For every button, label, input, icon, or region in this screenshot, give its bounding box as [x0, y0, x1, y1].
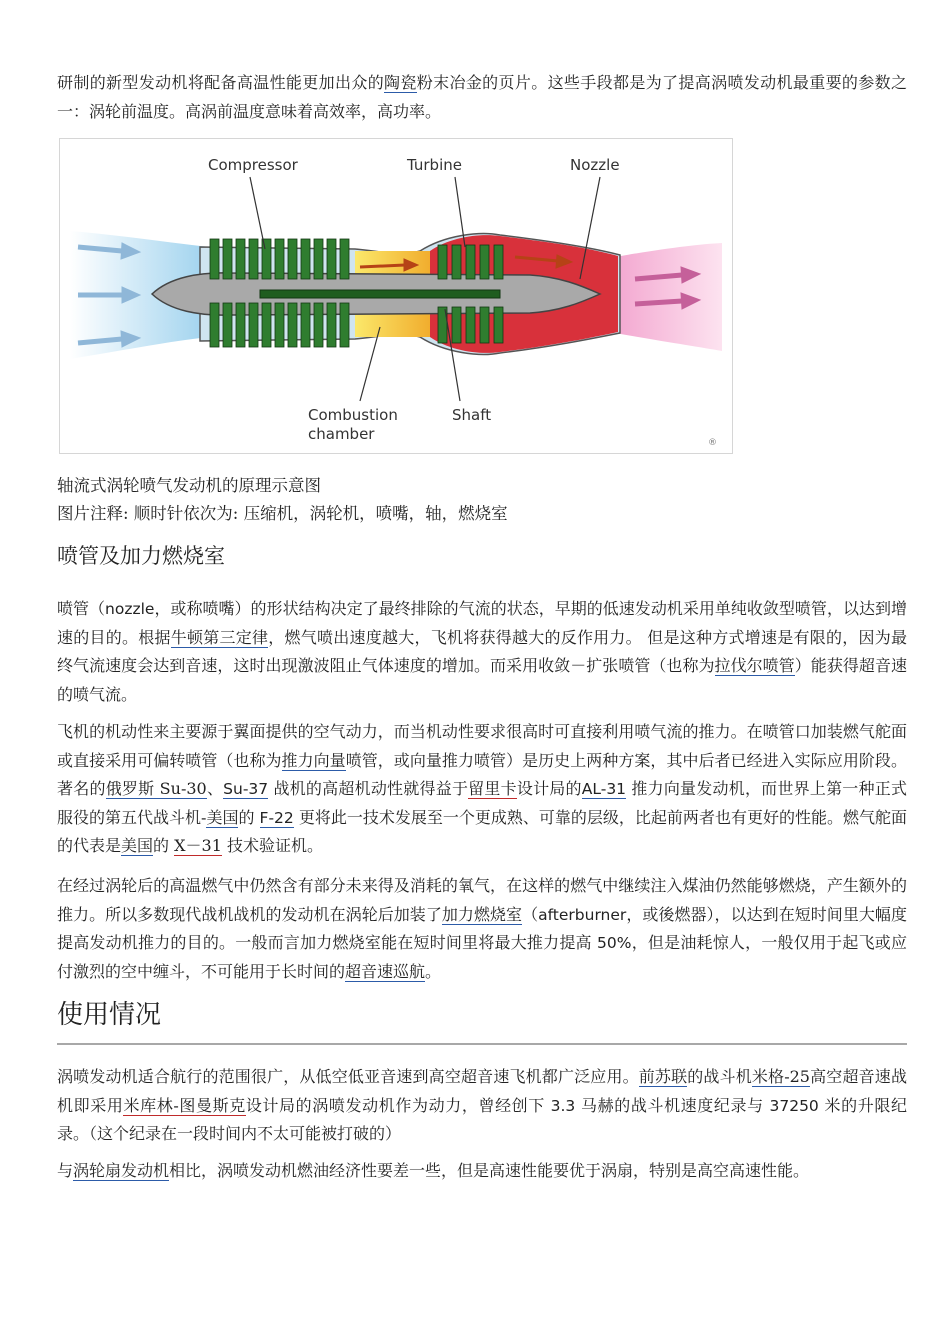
label-chamber: chamber	[308, 425, 375, 443]
turbine-blade	[466, 245, 475, 279]
label-nozzle: Nozzle	[570, 156, 620, 174]
compressor-blade	[301, 303, 310, 347]
compressor-blade	[249, 303, 258, 347]
text: ，燃气喷出速度越大，飞机将获得越大的反作用力。 但是这种方式增速是有限的，因为最终气流速度会达到音速，这时出现激波阻止气体速度的增加。而采用收敛－扩张喷管（也称为	[57, 627, 907, 675]
compressor-blade	[210, 303, 219, 347]
label-compressor: Compressor	[208, 156, 298, 174]
compressor-blade	[301, 239, 310, 279]
label-turbine: Turbine	[407, 156, 462, 174]
text: 的	[238, 807, 260, 827]
compressor-blade	[275, 239, 284, 279]
text: 相比，涡喷发动机燃油经济性要差一些，但是高速性能要优于涡扇，特别是高空高速性能。	[169, 1161, 810, 1180]
turbine-blade	[480, 307, 489, 343]
link-former-ussr[interactable]: 前苏联	[638, 1067, 688, 1086]
mach-record: 3.3	[550, 1096, 576, 1115]
paragraph-nozzle	[57, 595, 907, 709]
text: 推力向量发动机，而世界上第一种正式服役的第五代战斗机-	[57, 779, 907, 827]
text: 战机的高超机动性就得益于	[268, 779, 469, 798]
compressor-blade	[262, 303, 271, 347]
turbine-blade	[452, 245, 461, 279]
paragraph-usage	[57, 1063, 907, 1149]
link-usa[interactable]: 美国	[206, 807, 239, 827]
paragraph-thrust-vectoring	[57, 718, 907, 861]
figure-caption-title: 轴流式涡轮喷气发动机的原理示意图	[57, 476, 321, 495]
link-newton-third-law[interactable]: 牛顿第三定律	[170, 627, 269, 647]
heading-nozzle-afterburner: 喷管及加力燃烧室	[57, 544, 225, 568]
exhaust-plume	[615, 243, 722, 351]
compressor-blade	[223, 303, 232, 347]
compressor-blade	[288, 303, 297, 347]
turbine-blade	[466, 307, 475, 343]
link-su30[interactable]: 俄罗斯 Su-30	[105, 779, 207, 798]
text: 米的升限纪录。（这个纪录在一段时间内不太可能被打破的）	[57, 1095, 907, 1143]
text: 高空超音速战机即采用	[57, 1067, 907, 1115]
compressor-blade	[223, 239, 232, 279]
link-laval-nozzle[interactable]: 拉伐尔喷管	[714, 656, 795, 675]
turbine-blade	[452, 307, 461, 343]
link-thrust-vector[interactable]: 推力向量	[281, 750, 346, 770]
text: 粉末冶金的页片。这些手段都是为了提高涡喷发动机最重要的参数之一：涡轮前温度。高涡前温度意味着高效率，高功率。	[57, 73, 907, 121]
link-mikulin-tumansky[interactable]: 米库林-图曼斯克	[123, 1095, 246, 1115]
text: 设计局的涡喷发动机作为动力，曾经创下	[245, 1095, 551, 1115]
link-x31[interactable]: X－31	[174, 836, 222, 855]
compressor-blade	[236, 303, 245, 347]
compressor-blade	[340, 303, 349, 347]
label-shaft: Shaft	[452, 406, 492, 424]
intro-paragraph	[57, 69, 907, 126]
text: 设计局的	[516, 779, 582, 798]
text: 技术验证机。	[221, 836, 323, 855]
compressor-blade	[327, 239, 336, 279]
text: ，或称喷嘴）的形状结构决定了最终排除的气流的状态，早期的低速发动机采用单纯收敛型喷管，以达到增速的目的。根据	[57, 599, 907, 647]
link-lyulka[interactable]: 留里卡	[468, 779, 517, 798]
label-combustion: Combustion	[308, 406, 398, 424]
turbine-blade	[480, 245, 489, 279]
text: 在经过涡轮后的高温燃气中仍然含有部分未来得及消耗的氧气，在这样的燃气中继续注入煤油仍然能够燃烧，产生额外的推力。所以多数现代战机战机的发动机在涡轮后加装了	[57, 876, 907, 924]
link-f22[interactable]: F-22	[259, 808, 294, 827]
paragraph-afterburner	[57, 872, 907, 986]
link-turbofan[interactable]: 涡轮扇发动机	[73, 1161, 170, 1180]
compressor-blade	[314, 303, 323, 347]
text: （	[522, 904, 539, 924]
text: 的	[153, 836, 175, 855]
text: 。	[425, 961, 442, 981]
shaft-bar	[260, 290, 500, 298]
text: 与	[57, 1161, 74, 1180]
link-usa-2[interactable]: 美国	[121, 836, 154, 855]
text: ）能获得超音速的喷气流。	[57, 656, 907, 704]
turbojet-diagram-svg	[60, 139, 732, 453]
text: nozzle	[105, 600, 155, 618]
corner-mark: ®	[708, 438, 717, 448]
text: afterburner	[538, 905, 627, 924]
link-su37[interactable]: Su-37	[223, 780, 269, 798]
thrust-increase-percent: 50%	[597, 934, 632, 952]
link-mig25[interactable]: 米格-25	[751, 1067, 810, 1086]
text: 飞机的机动性来主要源于翼面提供的空气动力，而当机动性要求很高时可直接利用喷气流的推力。在喷管口加装燃气舵面或直接采用可偏转喷管（也称为	[57, 722, 907, 770]
paragraph-turbofan-comparison	[57, 1157, 907, 1186]
compressor-blade	[262, 239, 271, 279]
compressor-blade	[314, 239, 323, 279]
altitude-record: 37250	[769, 1096, 819, 1115]
turbojet-diagram	[59, 138, 733, 454]
text: 、	[206, 779, 224, 798]
section-divider	[57, 1043, 907, 1045]
compressor-blade	[340, 239, 349, 279]
text: 马赫的战斗机速度纪录与	[575, 1095, 770, 1115]
turbine-blade	[438, 245, 447, 279]
text: 更将此一技术发展至一个更成熟、可靠的层级，比起前两者也有更好的性能。燃气舵面的代表是	[57, 807, 907, 855]
text: ，但是油耗惊人，一般仅用于起飞或应付激烈的空中缠斗，不可能用于长时间的	[57, 933, 907, 981]
compressor-blade	[236, 239, 245, 279]
compressor-blade	[275, 303, 284, 347]
compressor-blade	[249, 239, 258, 279]
text: 研制的新型发动机将配备高温性能更加出众的	[57, 73, 385, 92]
link-al31[interactable]: AL-31	[581, 780, 627, 798]
text: 的战斗机	[687, 1067, 752, 1086]
text: ，或後燃器），以达到在短时间里大幅度提高发动机推力的目的。一般而言加力燃烧室能在短时间里将最大推力提高	[57, 904, 907, 952]
text: 喷管，或向量推力喷管）是历史上两种方案，其中后者已经进入实际应用阶段。著名的	[57, 750, 907, 798]
turbine-blade	[494, 307, 503, 343]
link-supercruise[interactable]: 超音速巡航	[345, 961, 426, 981]
turbine-blade	[494, 245, 503, 279]
compressor-blade	[288, 239, 297, 279]
compressor-blade	[210, 239, 219, 279]
link-afterburner[interactable]: 加力燃烧室	[441, 904, 523, 924]
text: 涡喷发动机适合航行的范围很广，从低空低亚音速到高空超音速飞机都广泛应用。	[57, 1067, 639, 1086]
heading-usage: 使用情况	[57, 1000, 162, 1030]
figure-caption-note: 图片注释: 顺时针依次为: 压缩机，涡轮机，喷嘴，轴，燃烧室	[57, 504, 508, 523]
link-ceramic[interactable]: 陶瓷	[384, 73, 417, 92]
text: 喷管（	[57, 599, 106, 618]
compressor-blade	[327, 303, 336, 347]
